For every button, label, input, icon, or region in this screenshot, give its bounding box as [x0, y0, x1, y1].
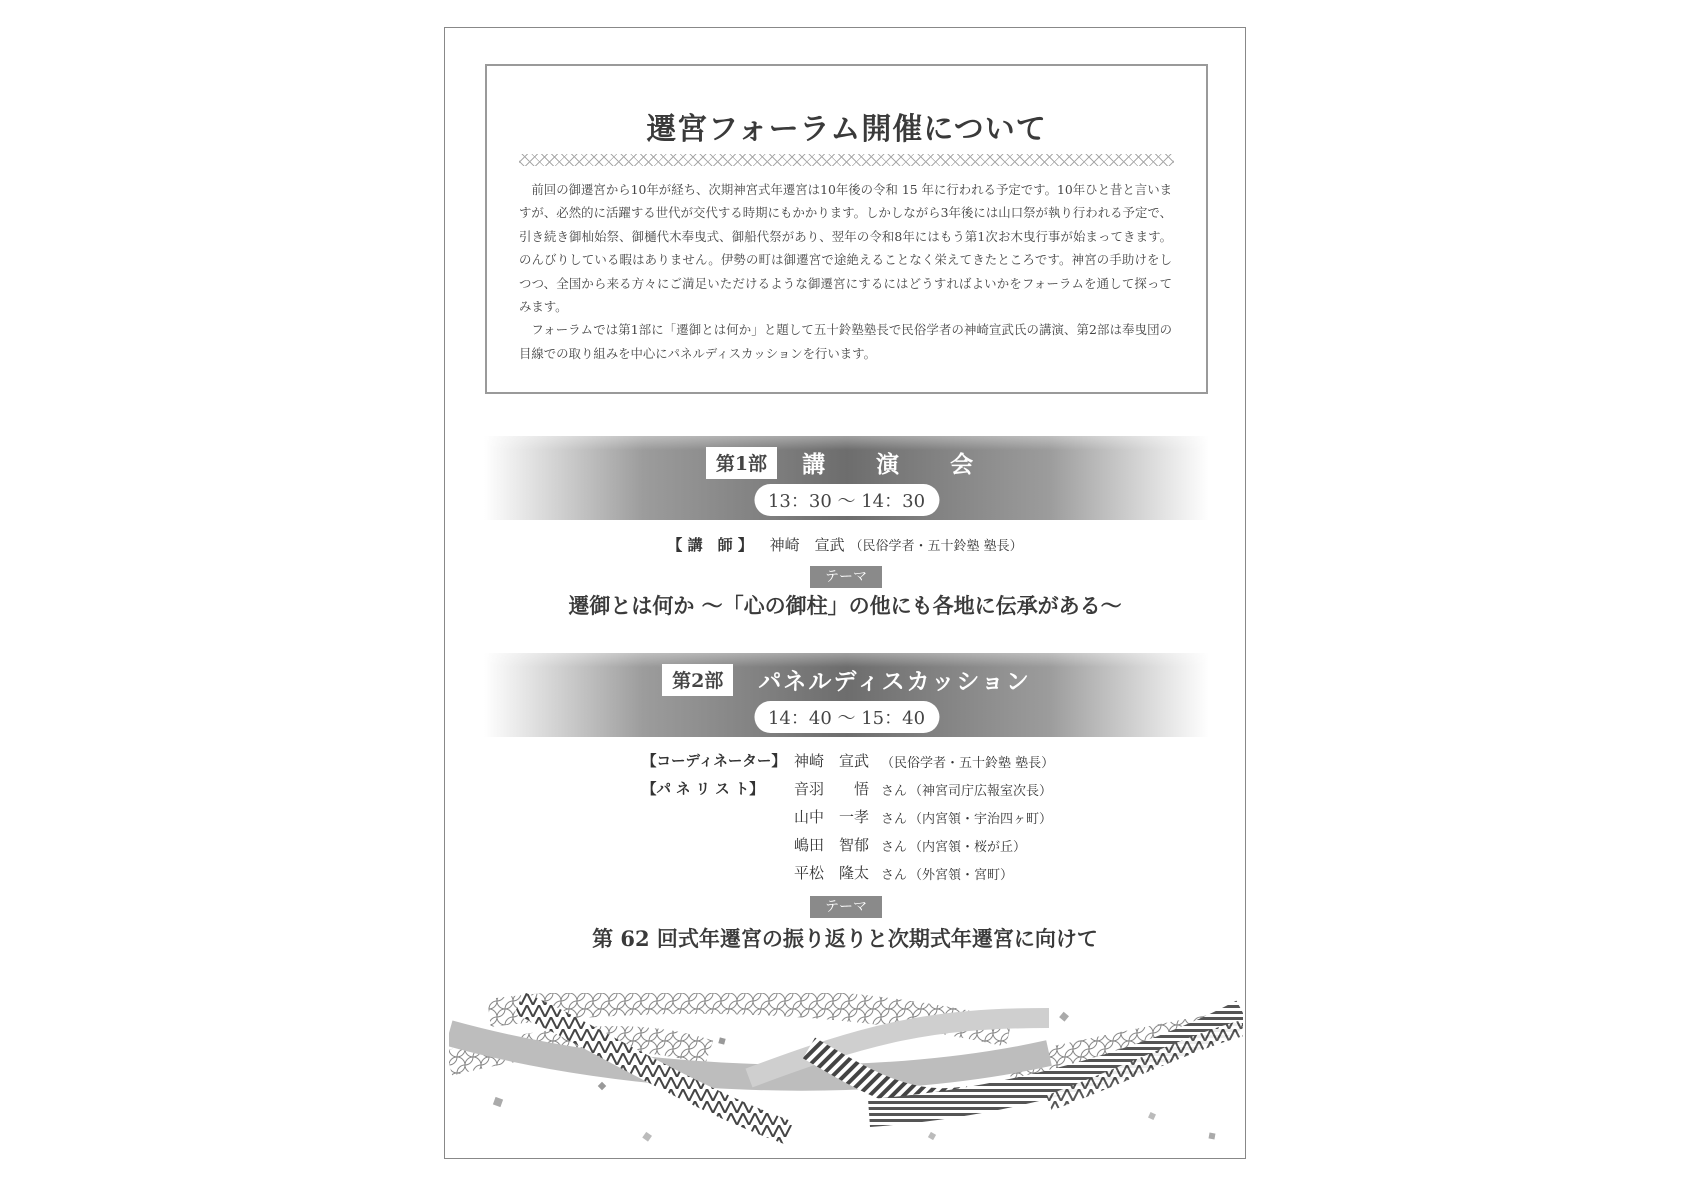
lecturer-name: 神崎 宣武	[769, 536, 845, 554]
part1-theme: 遷御とは何か ～「心の御柱」の他にも各地に伝承がある～	[568, 593, 1122, 618]
part1-time: 13：30 ～ 14：30	[754, 484, 939, 516]
lecturer-row	[445, 534, 1245, 555]
panelist-affiliation: （外宮領・宮町）	[909, 868, 1014, 883]
part2-theme: 第 62 回式年遷宮の振り返りと次期式年遷宮に向けて	[592, 926, 1098, 951]
part1-heading	[484, 446, 1209, 479]
intro-paragraph-2: フォーラムでは第1部に「遷御とは何か」と題して五十鈴塾塾長で民俗学者の神崎宣武氏の講演、第2部は奉曳団の目線での取り組みを中心にパネルディスカッションを行います。	[519, 322, 1172, 361]
lecturer-affiliation: （民俗学者・五十鈴塾 塾長）	[849, 539, 1023, 554]
panelist-honorific: さん	[881, 784, 908, 799]
intro-title: 遷宮フォーラム開催について	[646, 112, 1047, 147]
panelist-honorific: さん	[881, 840, 908, 855]
part2-title: パネルディスカッション	[758, 668, 1031, 695]
panelist-name: 嶋田 智郁	[794, 836, 870, 854]
coordinator-name: 神崎 宣武	[794, 752, 870, 770]
part2-theme-tag: テーマ	[810, 896, 882, 918]
panelist-name: 平松 隆太	[794, 864, 870, 882]
coordinator-affiliation: （民俗学者・五十鈴塾 塾長）	[881, 756, 1055, 771]
part2-header-band	[484, 653, 1209, 737]
part2-time: 14：40 ～ 15：40	[754, 701, 939, 733]
part1-theme-tag: テーマ	[810, 566, 882, 588]
part2-badge: 第2部	[662, 664, 733, 696]
panelist-label: 【パ ネ リ ス ト】	[642, 781, 764, 798]
part1-badge: 第1部	[706, 447, 777, 479]
panelist-affiliation: （内宮領・桜が丘）	[909, 840, 1027, 855]
part1-header-band	[484, 436, 1209, 520]
panelist-honorific: さん	[881, 812, 908, 827]
panelist-honorific: さん	[881, 868, 908, 883]
lecturer-label: 【 講 師 】	[667, 536, 753, 554]
intro-box	[485, 64, 1208, 394]
panelist-affiliation: （内宮領・宇治四ヶ町）	[909, 812, 1053, 827]
part1-title: 講 演 会	[802, 451, 988, 478]
decorative-ribbons-illustration	[449, 993, 1243, 1153]
coordinator-label: 【コーディネーター】	[642, 753, 786, 770]
intro-text	[519, 178, 1172, 365]
flyer-page	[444, 27, 1246, 1159]
part2-heading	[484, 663, 1209, 696]
panelist-affiliation: （神宮司庁広報室次長）	[909, 784, 1053, 799]
intro-paragraph-1: 前回の御遷宮から10年が経ち、次期神宮式年遷宮は10年後の令和 15 年に行われる予定です。10年ひと昔と言いますが、必然的に活躍する世代が交代する時期にもかかります。しかしながら3年後には山口祭が執り行われる予定で、引き続き御杣始祭、御樋代木奉曳式、御船代祭があり、翌年の令和8年にはもう第1次お木曳行事が始まってきます。のんびりしている暇はありません。伊勢の町は御遷宮で途絶えることなく栄えてきたところです。神宮の手助けをしつつ、全国から来る方々にご満足いただけるような御遷宮にするにはどうすればよいかをフォーラムを通して探ってみます。	[519, 182, 1172, 315]
panelist-name: 音羽 悟	[794, 780, 870, 798]
diamond-divider	[519, 154, 1174, 166]
panelist-name: 山中 一孝	[794, 808, 870, 826]
